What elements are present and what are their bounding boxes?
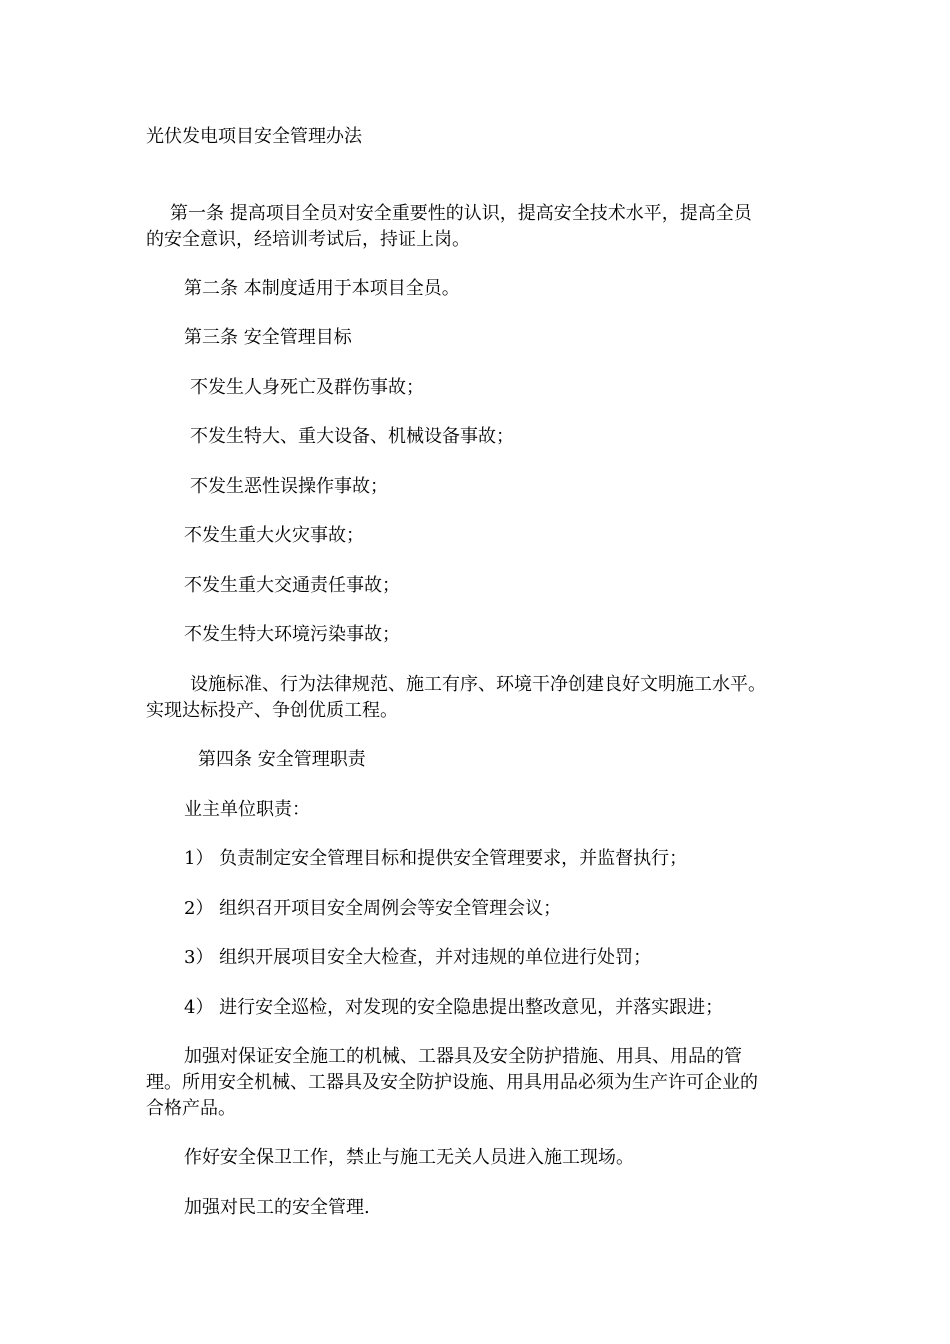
goal-item: 不发生特大、重大设备、机械设备事故； xyxy=(190,426,514,447)
security-paragraph: 作好安全保卫工作，禁止与施工无关人员进入施工现场。 xyxy=(184,1147,634,1168)
duty-item: 2） 组织召开项目安全周例会等安全管理会议； xyxy=(184,898,562,919)
goal-item: 不发生重大火灾事故； xyxy=(184,525,364,546)
article-4-heading: 第四条 安全管理职责 xyxy=(198,749,366,770)
article-1-line-2: 的安全意识，经培训考试后，持证上岗。 xyxy=(146,229,470,250)
goal-standard-line-1: 设施标准、行为法律规范、施工有序、环境干净创建良好文明施工水平。 xyxy=(190,674,766,695)
equipment-paragraph-line-1: 加强对保证安全施工的机械、工器具及安全防护措施、用具、用品的管 xyxy=(184,1046,742,1067)
owner-duties-heading: 业主单位职责： xyxy=(184,799,310,820)
duty-item: 3） 组织开展项目安全大检查，并对违规的单位进行处罚； xyxy=(184,947,652,968)
equipment-paragraph-line-3: 合格产品。 xyxy=(146,1098,236,1119)
equipment-paragraph-line-2: 理。所用安全机械、工器具及安全防护设施、用具用品必须为生产许可企业的 xyxy=(146,1072,758,1093)
goal-item: 不发生重大交通责任事故； xyxy=(184,575,400,596)
goal-item: 不发生人身死亡及群伤事故； xyxy=(190,377,424,398)
article-2: 第二条 本制度适用于本项目全员。 xyxy=(184,278,460,299)
goal-standard-line-2: 实现达标投产、争创优质工程。 xyxy=(146,700,398,721)
article-3-heading: 第三条 安全管理目标 xyxy=(184,327,352,348)
duty-item: 4） 进行安全巡检，对发现的安全隐患提出整改意见，并落实跟进； xyxy=(184,997,724,1018)
article-1-line-1: 第一条 提高项目全员对安全重要性的认识，提高安全技术水平，提高全员 xyxy=(170,203,752,224)
goal-item: 不发生恶性误操作事故； xyxy=(190,476,388,497)
document-title: 光伏发电项目安全管理办法 xyxy=(146,126,362,147)
duty-item: 1） 负责制定安全管理目标和提供安全管理要求，并监督执行； xyxy=(184,848,688,869)
worker-management-paragraph: 加强对民工的安全管理. xyxy=(184,1197,370,1218)
goal-item: 不发生特大环境污染事故； xyxy=(184,624,400,645)
